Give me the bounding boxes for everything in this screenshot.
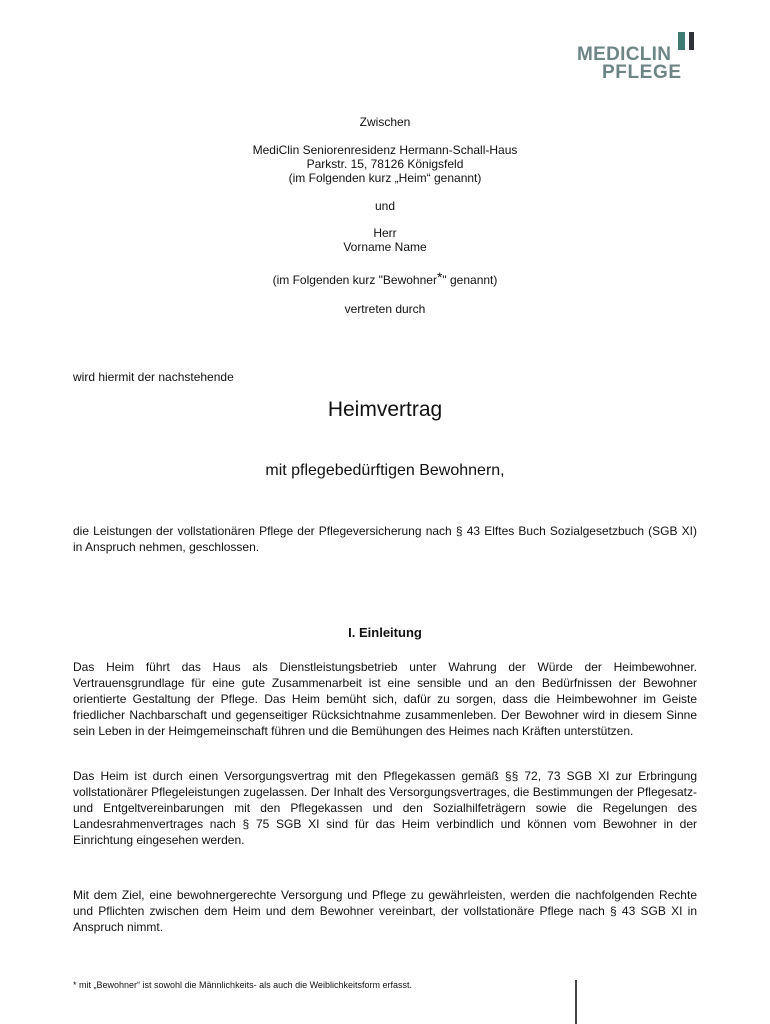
and-label: und [374,199,396,213]
logo-text-pflege: PFLEGE [602,62,682,83]
home-name: MediClin Seniorenresidenz Hermann-Schall-Haus [252,143,518,157]
document-title: Heimvertrag [327,398,443,421]
paragraph-1: Das Heim führt das Haus als Dienstleistungsbetrieb unter Wahrung der Würde der Heimbewohner. Vertrauensgrundlage für eine gute Zusammenarbeit ist eine sensible und an den Bedürfnissen der Bewohner orientierte Gestaltung der Pflege. Das Heim bemüht sich, dafür zu sorgen, dass die Heimbewohner im Geiste friedlicher Nachbarschaft und gegenseitiger Rücksichtnahme zusammenleben. Der Bewohner wird in diesem Sinne sein Leben in der Heimgemeinschaft führen und die Bemühungen des Heimes nach Kräften unterstützen. [73,660,697,738]
resident-name: Vorname Name [343,240,427,254]
scope-paragraph: die Leistungen der vollstationären Pflege der Pflegeversicherung nach § 43 Elftes Buch Sozialgesetzbuch (SGB XI) in Anspruch nehmen, geschlossen. [73,524,697,554]
mediclin-pflege-logo [577,30,702,82]
logo-text-mediclin: MEDICLIN [577,44,672,65]
footnote: * mit „Bewohner“ ist sowohl die Männlichkeits- als auch die Weiblichkeitsform erfasst. [73,980,412,990]
document-subtitle: mit pflegebedürftigen Bewohnern, [265,462,505,479]
section-heading: I. Einleitung [348,625,422,640]
salutation: Herr [373,226,397,240]
intro-line: wird hiermit der nachstehende [73,370,234,384]
between-label: Zwischen [359,115,411,129]
resident-alias [0,269,770,287]
represented-by: vertreten durch [344,302,426,316]
resident-alias-after: " genannt) [442,273,498,287]
paragraph-3: Mit dem Ziel, eine bewohnergerechte Versorgung und Pflege zu gewährleisten, werden die nachfolgenden Rechte und Pflichten zwischen dem Heim und dem Bewohner vereinbart, der vollstationäre Pflege nach § 43 SGB XI in Anspruch nimmt. [73,888,697,934]
resident-alias-before: (im Folgenden kurz "Bewohner [272,273,437,287]
paragraph-2: Das Heim ist durch einen Versorgungsvertrag mit den Pflegekassen gemäß §§ 72, 73 SGB XI zur Erbringung vollstationärer Pflegeleistungen zugelassen. Der Inhalt des Versorgungsvertrages, die Bestimmungen der Pflegesatz- und Entgeltvereinbarungen mit den Pflegekassen und den Sozialhilfeträgern sowie die Regelungen des Landesrahmenvertrages nach § 75 SGB XI sind für das Heim verbindlich und können vom Bewohner in der Einrichtung eingesehen werden. [73,769,697,847]
home-alias: (im Folgenden kurz „Heim“ genannt) [288,171,482,185]
footnote-mark: * [436,269,443,285]
home-address: Parkstr. 15, 78126 Königsfeld [306,157,464,171]
margin-rule [575,980,577,1024]
logo-mark-icon [678,32,696,50]
